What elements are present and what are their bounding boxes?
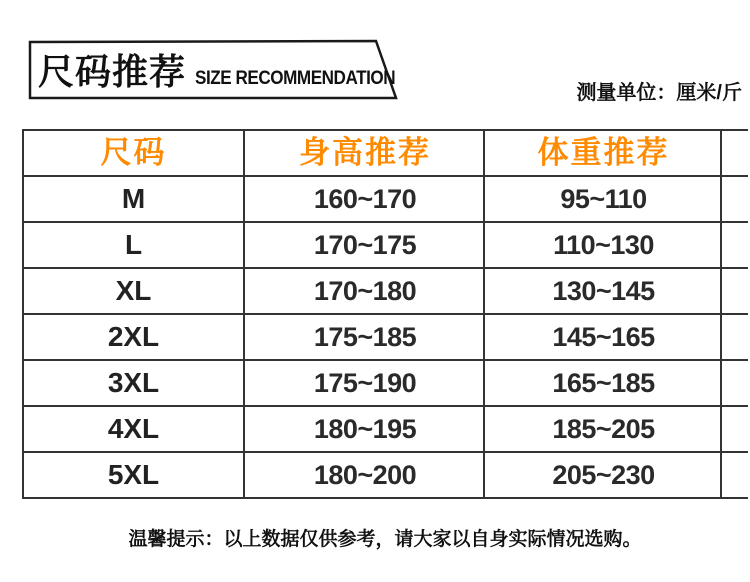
table-border-left bbox=[22, 131, 24, 499]
size-table bbox=[22, 129, 748, 497]
column-header-weight: 体重推荐 bbox=[537, 135, 670, 170]
table-row bbox=[22, 453, 748, 499]
height-cell: 175~185 bbox=[313, 322, 417, 352]
height-cell: 170~175 bbox=[313, 230, 417, 260]
size-cell: 2XL bbox=[107, 321, 160, 352]
disclaimer-note: 温馨提示：以上数据仅供参考，请大家以自身实际情况选购。 bbox=[128, 529, 642, 550]
weight-cell: 110~130 bbox=[553, 230, 654, 260]
table-row bbox=[22, 269, 748, 315]
weight-cell: 205~230 bbox=[552, 460, 655, 490]
height-cell: 175~190 bbox=[313, 368, 417, 398]
size-cell: 3XL bbox=[107, 367, 160, 398]
weight-cell: 165~185 bbox=[552, 368, 655, 398]
page-subtitle: SIZE RECOMMENDATION bbox=[195, 68, 396, 89]
table-row bbox=[22, 361, 748, 407]
table-divider-1 bbox=[243, 131, 245, 499]
height-cell: 180~200 bbox=[313, 460, 417, 490]
table-row bbox=[22, 315, 748, 361]
size-cell: L bbox=[124, 229, 143, 260]
size-cell: 5XL bbox=[107, 459, 160, 490]
banner bbox=[38, 44, 396, 96]
size-cell: M bbox=[121, 183, 146, 214]
height-cell: 160~170 bbox=[313, 184, 417, 214]
size-cell: 4XL bbox=[107, 413, 160, 444]
table-row bbox=[22, 177, 748, 223]
measurement-unit-note: 测量单位：厘米/斤 bbox=[576, 82, 742, 104]
table-row bbox=[22, 223, 748, 269]
weight-cell: 95~110 bbox=[560, 184, 647, 214]
column-header-height: 身高推荐 bbox=[299, 135, 431, 170]
height-cell: 170~180 bbox=[313, 276, 417, 306]
table-body bbox=[22, 177, 748, 499]
table-header-row bbox=[22, 131, 748, 177]
table-border-right bbox=[720, 131, 722, 499]
weight-cell: 185~205 bbox=[552, 414, 655, 444]
size-cell: XL bbox=[115, 275, 152, 306]
table-row bbox=[22, 407, 748, 453]
height-cell: 180~195 bbox=[313, 414, 417, 444]
column-header-size: 尺码 bbox=[100, 135, 167, 170]
weight-cell: 145~165 bbox=[552, 322, 655, 352]
weight-cell: 130~145 bbox=[552, 276, 655, 306]
page-title: 尺码推荐 bbox=[38, 51, 187, 92]
table-divider-2 bbox=[483, 131, 485, 499]
